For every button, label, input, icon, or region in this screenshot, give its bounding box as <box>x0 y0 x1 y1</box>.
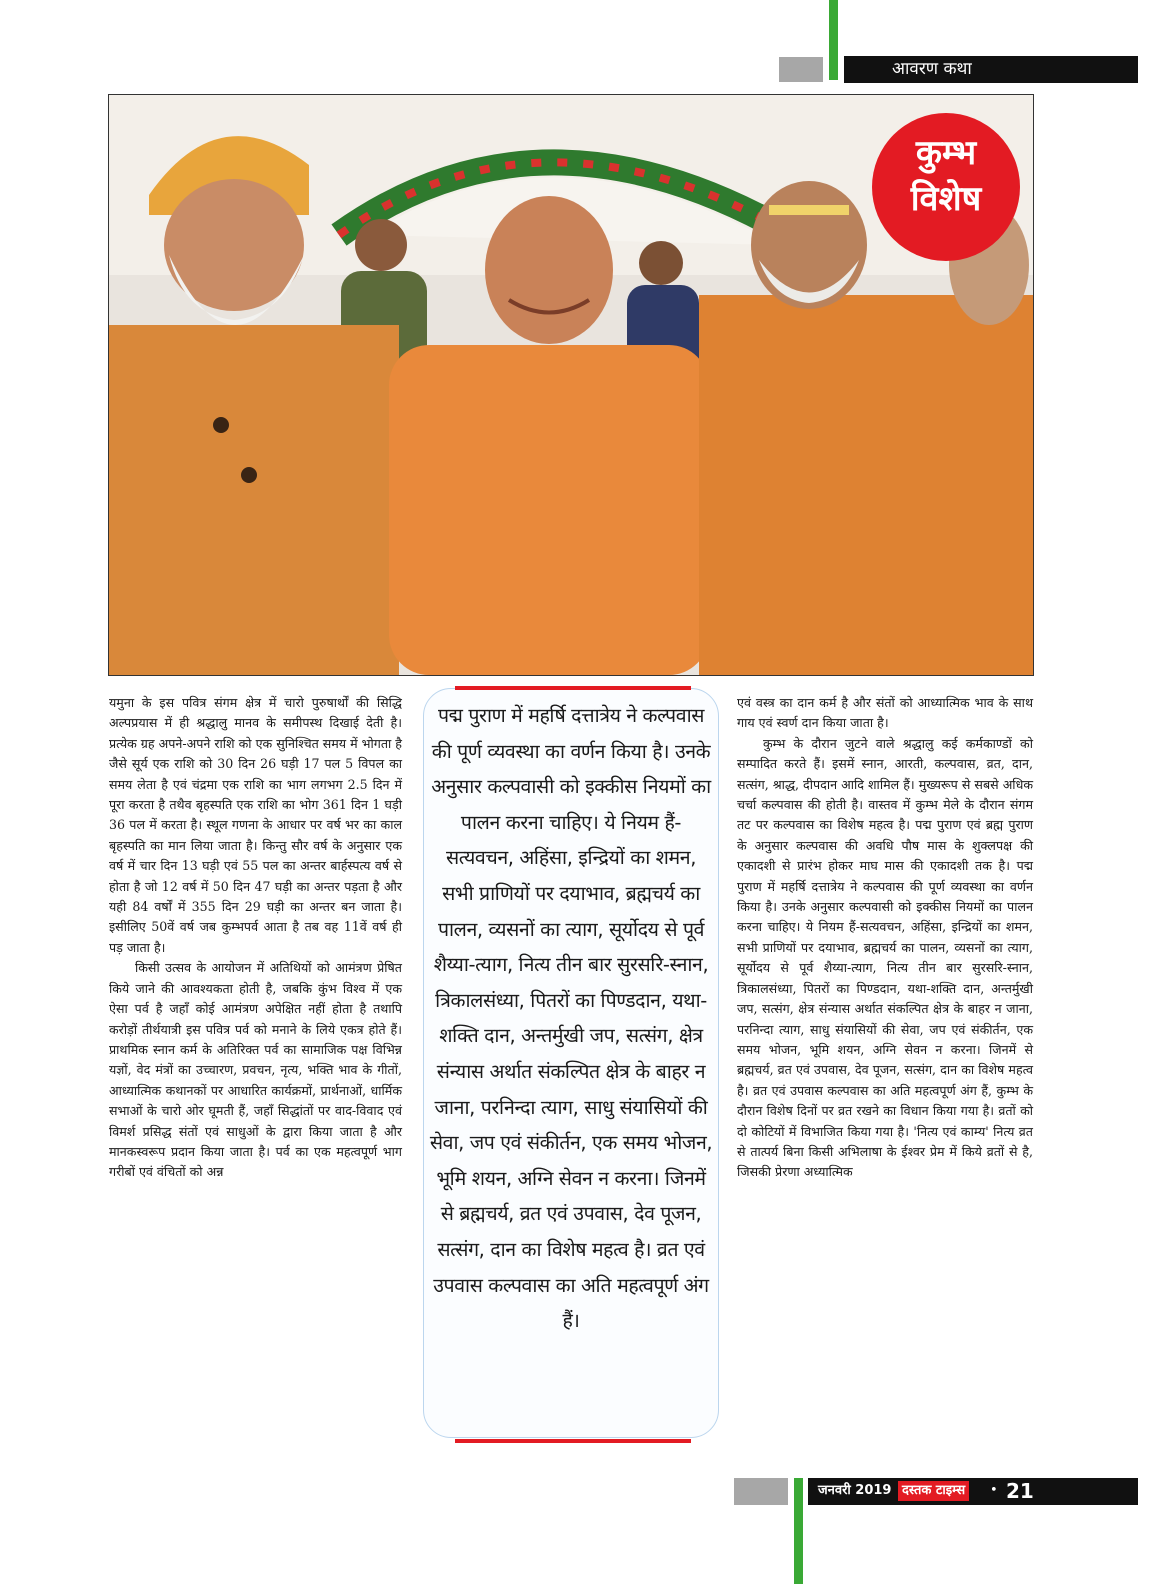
pull-quote-text: पद्म पुराण में महर्षि दत्तात्रेय ने कल्पवास की पूर्ण व्यवस्था का वर्णन किया है। उनके अनुसार कल्पवासी को इक्कीस नियमों का पालन करना चाहिए। ये नियम हैं- सत्यवचन, अहिंसा, इन्द्रियों का शमन, सभी प्राणियों पर दयाभाव, ब्रह्मचर्य का पालन, व्यसनों का त्याग, सूर्योदय से पूर्व शैय्या-त्याग, नित्य तीन बार सुरसरि-स्नान, त्रिकालसंध्या, पितरों का पिण्डदान, यथा-शक्ति दान, अन्तर्मुखी जप, सत्संग, क्षेत्र संन्यास अर्थात संकल्पित क्षेत्र के बाहर न जाना, परनिन्दा त्याग, साधु संयासियों की सेवा, जप एवं संकीर्तन, एक समय भोजन, भूमि शयन, अग्नि सेवन न करना। जिनमें से ब्रह्मचर्य, व्रत एवं उपवास, देव पूजन, सत्संग, दान का विशेष महत्व है। व्रत एवं उपवास कल्पवास का अति महत्वपूर्ण अंग हैं। <box>429 704 713 1333</box>
article-column-right <box>737 693 1033 1183</box>
article-column-left <box>109 693 402 1183</box>
paragraph: यमुना के इस पवित्र संगम क्षेत्र में चारो पुरुषार्थों की सिद्धि अल्पप्रयास में ही श्रद्धालु मानव के समीपस्थ दिखाई देती है। प्रत्येक ग्रह अपने-अपने राशि को एक सुनिश्चित समय में भोगता है जैसे सूर्य एक राशि को 30 दिन 26 घड़ी 17 पल 5 विपल का समय लेता है एवं चंद्रमा एक राशि का भाग लगभग 2.5 दिन में पूरा करता है तथैव बृहस्पति एक राशि का भोग 361 दिन 1 घड़ी 36 पल में करता है। स्थूल गणना के आधार पर वर्ष भर का काल बृहस्पति का मान लिया जाता है। किन्तु सौर वर्ष के अनुसार एक वर्ष में चार दिन 13 घड़ी एवं 55 पल का अन्तर बार्हस्पत्य वर्ष से होता है जो 12 वर्ष में 50 दिन 47 घड़ी का अन्तर पड़ता है और यही 84 वर्षों में 355 दिन 29 घड़ी का अन्तर बन जाता है। इसीलिए 50वें वर्ष जब कुम्भपर्व आता है तब वह 11वें वर्ष ही पड़ जाता है। <box>109 695 402 955</box>
footer-gray-block <box>734 1478 788 1505</box>
footer-separator: • <box>990 1483 998 1498</box>
page-number: 21 <box>1006 1479 1034 1503</box>
header-green-bar <box>829 0 838 80</box>
paragraph: किसी उत्सव के आयोजन में अतिथियों को आमंत्रण प्रेषित किये जाने की आवश्यकता होती है, जबकि कुंभ विश्व में एक ऐसा पर्व है जहाँ कोई आमंत्रण अपेक्षित नहीं होता है तथापि करोड़ों तीर्थयात्री इस पवित्र पर्व को मनाने के लिये एकत्र होते हैं। प्राथमिक स्नान कर्म के अतिरिक्त पर्व का सामाजिक पक्ष विभिन्न यज्ञों, वेद मंत्रों का उच्चारण, प्रवचन, नृत्य, भक्ति भाव के गीतों, आध्यात्मिक कथानकों पर आधारित कार्यक्रमों, प्रार्थनाओं, धार्मिक सभाओं के चारो ओर घूमती हैं, जहाँ सिद्धांतों पर वाद-विवाद एवं विमर्श प्रसिद्ध संतों एवं साधुओं के द्वारा किया जाता है और मानकस्वरूप प्रदान किया जाता है। पर्व का एक महत्वपूर्ण भाग गरीबों एवं वंचितों को अन्न <box>109 960 402 1180</box>
magazine-logo: दस्तक टाइम्स <box>898 1481 969 1501</box>
header-gray-block <box>779 57 823 82</box>
pull-quote-bottom-rule <box>455 1439 691 1443</box>
kumbh-special-badge <box>872 113 1020 261</box>
paragraph: एवं वस्त्र का दान कर्म है और संतों को आध्यात्मिक भाव के साथ गाय एवं स्वर्ण दान किया जाता है। <box>737 695 1033 731</box>
issue-date: जनवरी 2019 <box>818 1483 892 1498</box>
section-title: आवरण कथा <box>892 59 972 79</box>
paragraph: कुम्भ के दौरान जुटने वाले श्रद्धालु कई कर्मकाण्डों को सम्पादित करते हैं। इसमें स्नान, आरती, कल्पवास, व्रत, दान, सत्संग, श्राद्ध, दीपदान आदि शामिल हैं। मुख्यरूप से सबसे अधिक चर्चा कल्पवास की होती है। वास्तव में कुम्भ मेले के दौरान संगम तट पर कल्पवास का विशेष महत्व है। पद्म पुराण एवं ब्रह्म पुराण के अनुसार कल्पवास की अवधि पौष मास के शुक्लपक्ष की एकादशी से प्रारंभ होकर माघ मास की एकादशी तक है। पद्म पुराण में महर्षि दत्तात्रेय ने कल्पवास की पूर्ण व्यवस्था का वर्णन किया है। उनके अनुसार कल्पवासी को इक्कीस नियमों का पालन करना चाहिए। ये नियम हैं-सत्यवचन, अहिंसा, इन्द्रियों का शमन, सभी प्राणियों पर दयाभाव, ब्रह्मचर्य का पालन, व्यसनों का त्याग, सूर्योदय से पूर्व शैय्या-त्याग, नित्य तीन बार सुरसरि-स्नान, त्रिकालसंध्या, पितरों का पिण्डदान, यथा-शक्ति दान, अन्तर्मुखी जप, सत्संग, क्षेत्र संन्यास अर्थात संकल्पित क्षेत्र के बाहर न जाना, परनिन्दा त्याग, साधु संयासियों की सेवा, जप एवं संकीर्तन, एक समय भोजन, भूमि शयन, अग्नि सेवन न करना। जिनमें से ब्रह्मचर्य, व्रत एवं उपवास, देव पूजन, सत्संग, दान का विशेष महत्व है। व्रत एवं उपवास कल्पवास का अति महत्वपूर्ण अंग हैं, कुम्भ के दौरान विशेष दिनों पर व्रत रखने का विधान किया गया है। व्रतों को दो कोटियों में विभाजित किया गया है। 'नित्य एवं काम्य' नित्य व्रत से तात्पर्य बिना किसी अभिलाषा के ईश्वर प्रेम में किये व्रतों से है, जिसकी प्रेरणा अध्यात्मिक <box>737 735 1033 1180</box>
badge-line-1: कुम्भ <box>915 133 977 173</box>
pull-quote-top-rule <box>455 686 691 690</box>
footer-green-bar <box>794 1478 803 1584</box>
badge-line-2: विशेष <box>910 179 982 219</box>
header-black-band <box>844 56 1138 83</box>
